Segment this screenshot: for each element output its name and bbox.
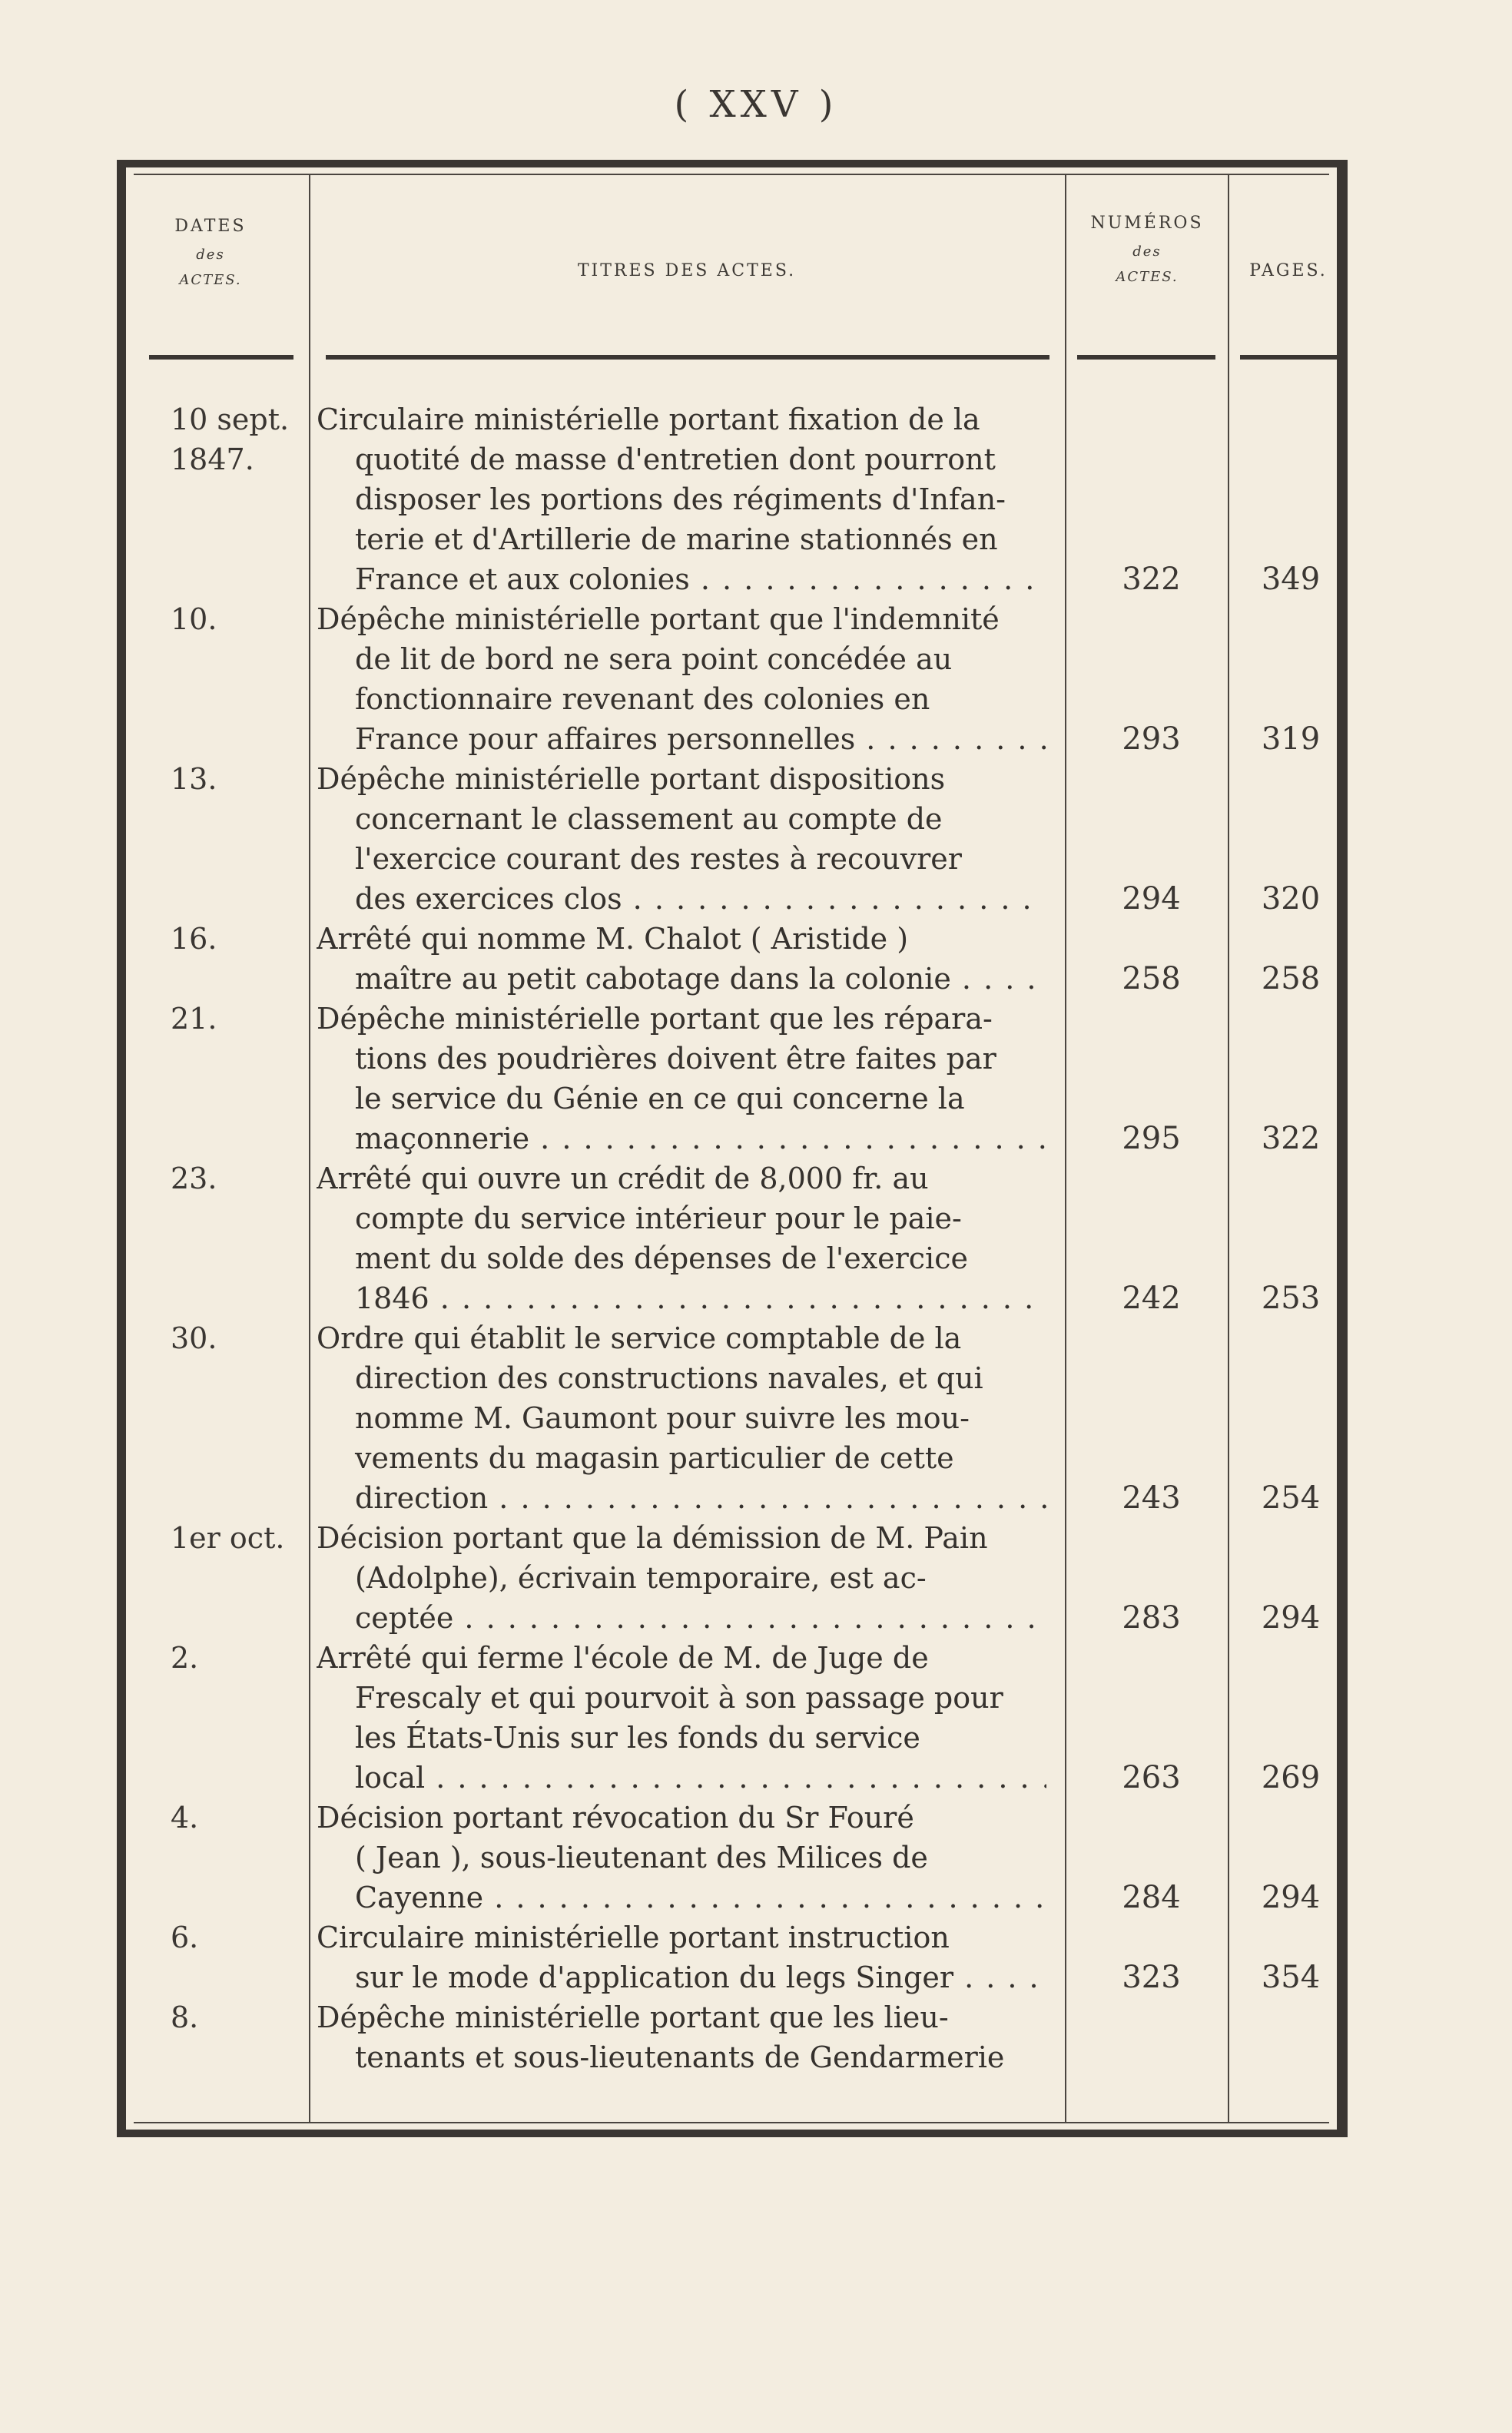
- header-rule: [149, 355, 293, 360]
- date-cell: 1er oct.: [171, 1521, 285, 1555]
- date-cell: 10.: [171, 602, 217, 636]
- date-text: 10 sept.: [171, 403, 290, 436]
- title-line: fonctionnaire revenant des colonies en: [355, 682, 930, 716]
- title-line: Circulaire ministérielle portant fixation de la: [317, 403, 980, 436]
- title-cell: [317, 999, 1046, 1158]
- date-cell: 2.: [171, 1641, 199, 1675]
- header-dates-line1: DATES: [174, 217, 247, 236]
- page-cell: 269: [1261, 1760, 1321, 1795]
- title-line: tions des poudrières doivent être faites par: [355, 1042, 996, 1076]
- page-number: ( XXV ): [674, 83, 838, 126]
- title-line: maçonnerie . . .: [317, 1119, 1046, 1158]
- numero-cell: 283: [1122, 1600, 1181, 1636]
- title-line: direction des constructions navales, et qui: [355, 1361, 983, 1395]
- title-cell: [317, 1997, 1046, 2077]
- header-titles-label: TITRES DES ACTES.: [577, 261, 797, 280]
- page-cell: 319: [1261, 721, 1321, 757]
- title-cell: [317, 399, 1046, 599]
- header-rule: [326, 355, 1049, 360]
- date-cell: 16.: [171, 922, 217, 956]
- header-dates: [134, 217, 287, 288]
- title-line: l'exercice courant des restes à recouvrer: [355, 842, 962, 876]
- title-line: Frescaly et qui pourvoit à son passage pour: [355, 1681, 1003, 1715]
- numero-cell: 258: [1122, 961, 1181, 996]
- table: [134, 174, 1329, 2123]
- header-rule: [1077, 355, 1215, 360]
- page-cell: 253: [1261, 1281, 1321, 1316]
- title-cell: [317, 1798, 1046, 1918]
- date-cell: 30.: [171, 1321, 217, 1355]
- title-line: Arrêté qui ferme l'école de M. de Juge de: [317, 1641, 929, 1675]
- header-dates-line3: ACTES.: [179, 272, 242, 288]
- title-line: France et aux colonies . . .: [317, 559, 1046, 599]
- header-numeros: [1066, 214, 1228, 285]
- numero-cell: 295: [1122, 1121, 1181, 1156]
- title-line: vements du magasin particulier de cette: [355, 1441, 954, 1475]
- page-cell: 294: [1261, 1600, 1321, 1636]
- header-titles: [310, 261, 1063, 280]
- title-line: Cayenne . . .: [317, 1878, 1046, 1918]
- title-line: maître au petit cabotage dans la colonie . . .: [317, 959, 1046, 999]
- title-cell: [317, 1158, 1046, 1318]
- page-cell: 320: [1261, 881, 1321, 917]
- numero-cell: 293: [1122, 721, 1181, 757]
- title-cell: [317, 759, 1046, 919]
- title-line: Ordre qui établit le service comptable de la: [317, 1321, 962, 1355]
- title-cell: [317, 1518, 1046, 1638]
- title-line: direction . . .: [317, 1478, 1046, 1518]
- date-cell: 21.: [171, 1002, 217, 1036]
- title-line: nomme M. Gaumont pour suivre les mou-: [355, 1401, 970, 1435]
- date-cell: 8.: [171, 2000, 199, 2034]
- title-line: disposer les portions des régiments d'Infan-: [355, 482, 1006, 516]
- numero-cell: 242: [1122, 1281, 1181, 1316]
- header-numeros-line3: ACTES.: [1116, 269, 1179, 285]
- page-cell: 349: [1261, 562, 1321, 597]
- date-cell: 6.: [171, 1921, 199, 1954]
- title-line: Décision portant que la démission de M. Pain: [317, 1521, 988, 1555]
- title-line: Arrêté qui ouvre un crédit de 8,000 fr. au: [317, 1162, 929, 1195]
- title-cell: [317, 1638, 1046, 1798]
- title-line: tenants et sous-lieutenants de Gendarmerie: [355, 2040, 1005, 2074]
- date-cell: 13.: [171, 762, 217, 796]
- numero-cell: 323: [1122, 1960, 1181, 1995]
- title-line: local . . .: [317, 1758, 1046, 1798]
- header-pages: [1229, 261, 1348, 280]
- title-line: Dépêche ministérielle portant que les répara-: [317, 1002, 993, 1036]
- title-cell: [317, 1318, 1046, 1518]
- title-line: Dépêche ministérielle portant que les lieu-: [317, 2000, 949, 2034]
- numero-cell: 294: [1122, 881, 1181, 917]
- title-line: Dépêche ministérielle portant dispositions: [317, 762, 946, 796]
- date-cell: 4.: [171, 1801, 199, 1835]
- title-line: les États-Unis sur les fonds du service: [355, 1721, 920, 1755]
- numero-cell: 322: [1122, 562, 1181, 597]
- header-numeros-line1: NUMÉROS: [1090, 214, 1204, 233]
- numero-cell: 263: [1122, 1760, 1181, 1795]
- page-cell: 322: [1261, 1121, 1321, 1156]
- page-cell: 294: [1261, 1880, 1321, 1915]
- date-cell: 23.: [171, 1162, 217, 1195]
- title-line: ceptée . . .: [317, 1598, 1046, 1638]
- title-cell: [317, 919, 1046, 999]
- page-cell: 254: [1261, 1480, 1321, 1516]
- title-line: sur le mode d'application du legs Singer . . .: [317, 1957, 1046, 1997]
- title-cell: [317, 599, 1046, 759]
- page-cell: 354: [1261, 1960, 1321, 1995]
- numero-cell: 243: [1122, 1480, 1181, 1516]
- title-line: terie et d'Artillerie de marine stationnés en: [355, 522, 998, 556]
- title-line: 1846 . . .: [317, 1278, 1046, 1318]
- page-cell: 258: [1261, 961, 1321, 996]
- title-line: Arrêté qui nomme M. Chalot ( Aristide ): [317, 922, 909, 956]
- header-pages-label: PAGES.: [1249, 261, 1328, 280]
- table-frame: [117, 160, 1348, 2137]
- title-cell: [317, 1918, 1046, 1997]
- title-line: de lit de bord ne sera point concédée au: [355, 642, 953, 676]
- numero-cell: 284: [1122, 1880, 1181, 1915]
- column-divider: [309, 175, 310, 2122]
- title-line: concernant le classement au compte de: [355, 802, 943, 836]
- header-rule: [1240, 355, 1338, 360]
- year-text: 1847.: [171, 443, 254, 476]
- title-line: ment du solde des dépenses de l'exercice: [355, 1241, 968, 1275]
- column-divider: [1065, 175, 1066, 2122]
- title-line: France pour affaires personnelles . . .: [317, 719, 1046, 759]
- header-numeros-line2: des: [1132, 244, 1162, 260]
- title-line: Dépêche ministérielle portant que l'indemnité: [317, 602, 1000, 636]
- title-line: (Adolphe), écrivain temporaire, est ac-: [355, 1561, 927, 1595]
- title-line: Décision portant révocation du Sr Fouré: [317, 1801, 914, 1835]
- header-dates-line2: des: [196, 247, 225, 263]
- date-cell: [171, 399, 293, 479]
- title-line: le service du Génie en ce qui concerne la: [355, 1082, 965, 1115]
- title-line: des exercices clos . . .: [317, 879, 1046, 919]
- title-line: compte du service intérieur pour le paie-: [355, 1202, 962, 1235]
- title-line: quotité de masse d'entretien dont pourront: [355, 443, 996, 476]
- title-line: Circulaire ministérielle portant instruction: [317, 1921, 950, 1954]
- title-line: ( Jean ), sous-lieutenant des Milices de: [355, 1841, 928, 1874]
